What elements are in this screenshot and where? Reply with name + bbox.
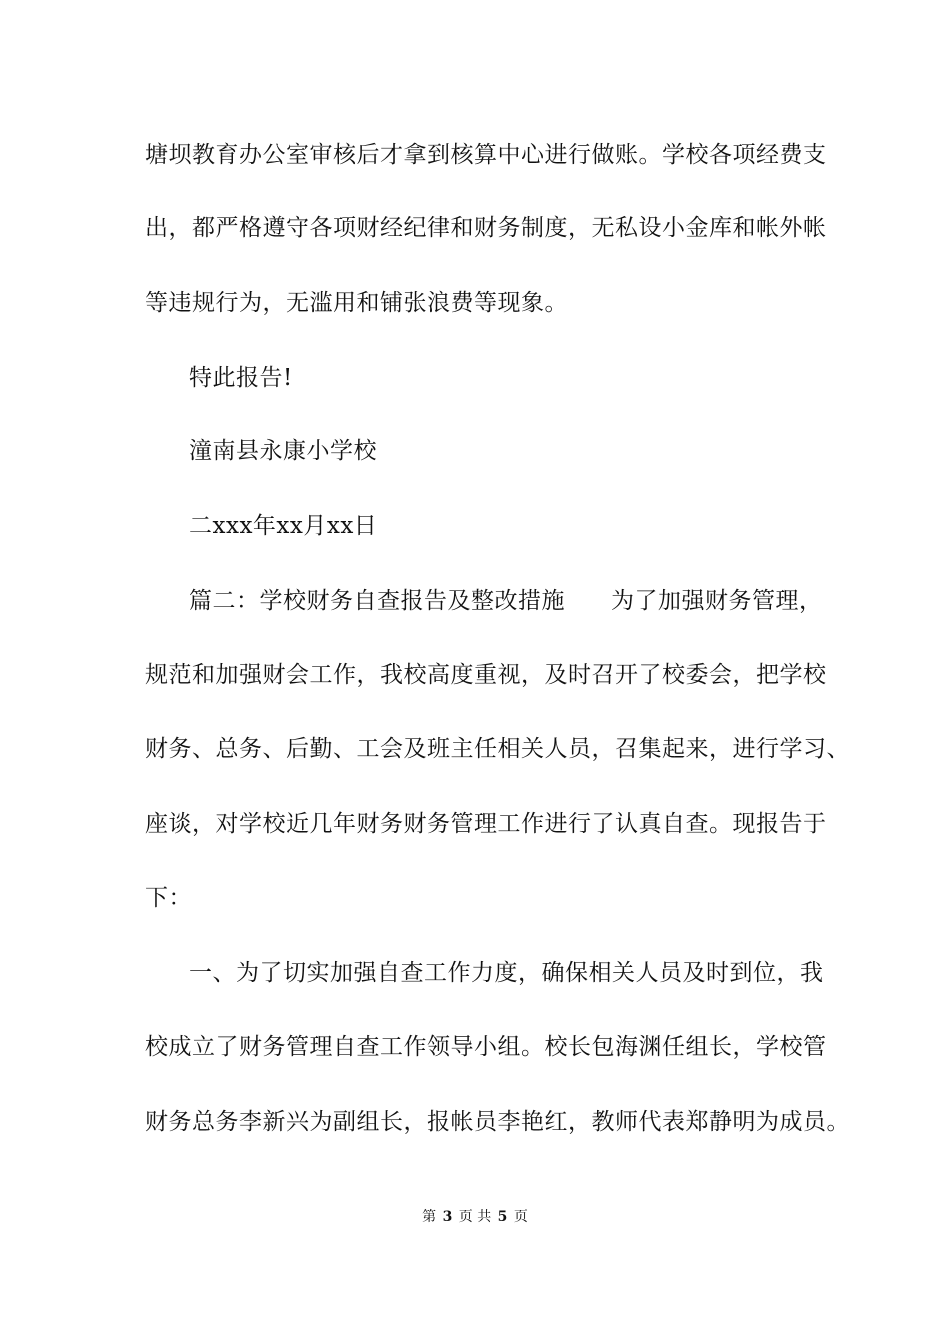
footer-middle: 页 共 (458, 1209, 492, 1225)
section-heading-line (189, 586, 823, 616)
paragraph-line: 财务、总务、后勤、工会及班主任相关人员，召集起来，进行学习、 (145, 736, 850, 762)
footer-suffix: 页 (513, 1209, 528, 1225)
signature-date: 二xxx年xx月xx日 (189, 513, 378, 539)
total-pages-number: 5 (497, 1209, 508, 1225)
signature-school: 潼南县永康小学校 (189, 438, 377, 464)
paragraph-line: 一、为了切实加强自查工作力度，确保相关人员及时到位，我 (189, 960, 824, 986)
paragraph-line: 出，都严格遵守各项财经纪律和财务制度，无私设小金库和帐外帐 (145, 215, 827, 241)
section-intro: 为了加强财务管理， (611, 588, 823, 614)
paragraph-line: 财务总务李新兴为副组长，报帐员李艳红，教师代表郑静明为成员。 (145, 1109, 850, 1135)
paragraph-line: 塘坝教育办公室审核后才拿到核算中心进行做账。学校各项经费支 (145, 142, 827, 168)
closing-phrase: 特此报告! (189, 365, 293, 391)
paragraph-line: 校成立了财务管理自查工作领导小组。校长包海渊任组长，学校管 (145, 1034, 827, 1060)
paragraph-line: 等违规行为，无滥用和铺张浪费等现象。 (145, 290, 568, 316)
paragraph-line: 规范和加强财会工作，我校高度重视，及时召开了校委会，把学校 (145, 662, 827, 688)
section-title: 篇二：学校财务自查报告及整改措施 (189, 588, 565, 614)
footer-prefix: 第 (422, 1209, 437, 1225)
paragraph-line: 下： (145, 885, 192, 911)
paragraph-line: 座谈，对学校近几年财务财务管理工作进行了认真自查。现报告于 (145, 811, 827, 837)
page-footer (0, 1208, 950, 1226)
current-page-number: 3 (442, 1209, 453, 1225)
